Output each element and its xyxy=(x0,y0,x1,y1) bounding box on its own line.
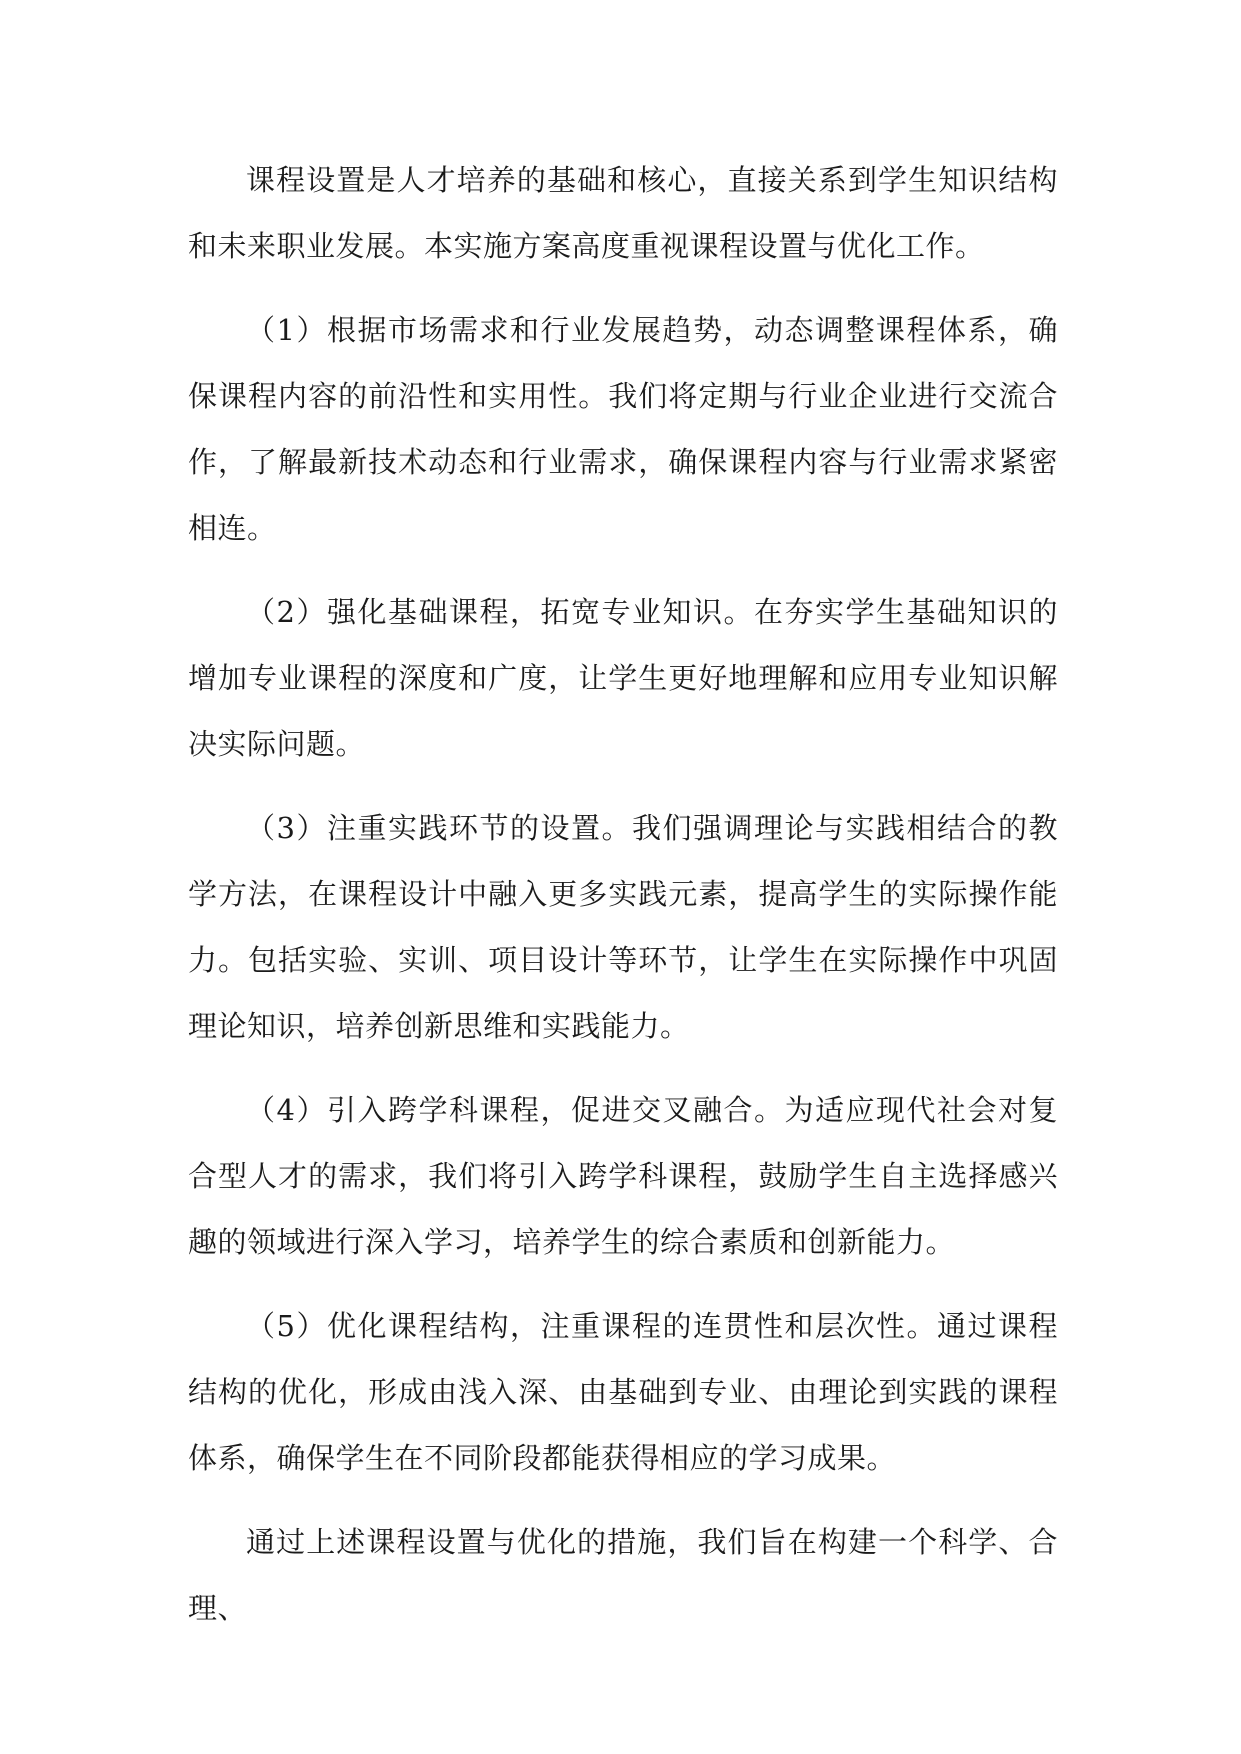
paragraph-item-5: （5）优化课程结构，注重课程的连贯性和层次性。通过课程结构的优化，形成由浅入深、由基础到专业、由理论到实践的课程体系，确保学生在不同阶段都能获得相应的学习成果。 xyxy=(188,1309,1058,1475)
paragraph-item-3: （3）注重实践环节的设置。我们强调理论与实践相结合的教学方法，在课程设计中融入更多实践元素，提高学生的实际操作能力。包括实验、实训、项目设计等环节，让学生在实际操作中巩固理论知识，培养创新思维和实践能力。 xyxy=(188,811,1058,1043)
paragraph-conclusion: 通过上述课程设置与优化的措施，我们旨在构建一个科学、合理、 xyxy=(188,1525,1058,1625)
paragraph-item-1: （1）根据市场需求和行业发展趋势，动态调整课程体系，确保课程内容的前沿性和实用性。我们将定期与行业企业进行交流合作，了解最新技术动态和行业需求，确保课程内容与行业需求紧密相连。 xyxy=(188,313,1058,545)
paragraph-item-2: （2）强化基础课程，拓宽专业知识。在夯实学生基础知识的增加专业课程的深度和广度，让学生更好地理解和应用专业知识解决实际问题。 xyxy=(188,595,1058,761)
paragraph-item-4: （4）引入跨学科课程，促进交叉融合。为适应现代社会对复合型人才的需求，我们将引入跨学科课程，鼓励学生自主选择感兴趣的领域进行深入学习，培养学生的综合素质和创新能力。 xyxy=(188,1093,1058,1259)
document-body xyxy=(188,147,1058,1659)
paragraph-intro: 课程设置是人才培养的基础和核心，直接关系到学生知识结构和未来职业发展。本实施方案高度重视课程设置与优化工作。 xyxy=(188,163,1058,263)
